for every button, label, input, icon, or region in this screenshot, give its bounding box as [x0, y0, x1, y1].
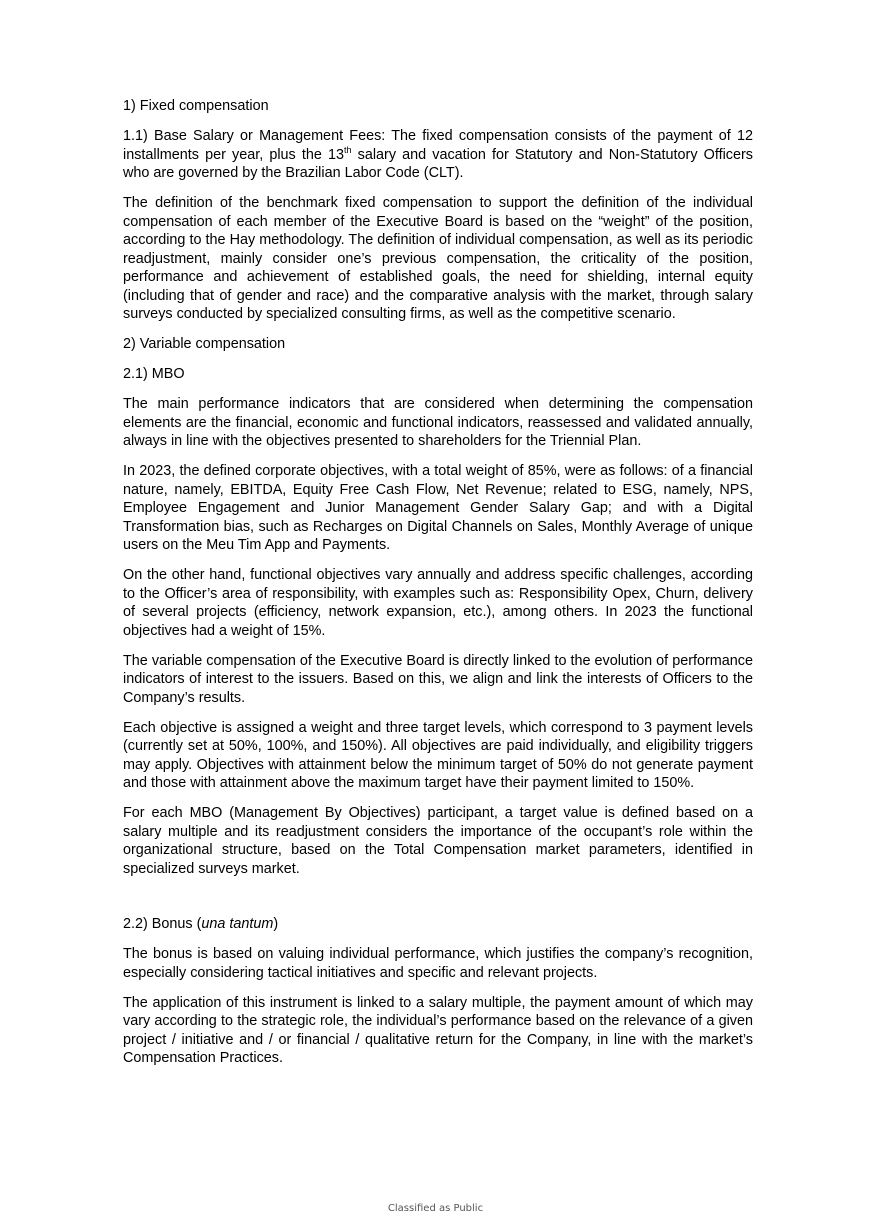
paragraph-base-salary	[123, 127, 753, 183]
ordinal-suffix: th	[344, 144, 352, 155]
paragraph-base-salary-part2: salary and vacation for Statutory and Non-Statutory Officers who are governed by the Brazilian Labor Code (CLT).	[123, 146, 753, 181]
paragraph-benchmark-fixed-compensation: The definition of the benchmark fixed compensation to support the definition of the individual compensation of each member of the Executive Board is based on the “weight” of the position, according to the Hay methodology. The definition of individual compensation, as well as its periodic readjustment, mainly consider one’s previous compensation, the criticality of the position, performance and achievement of established goals, the need for shielding, internal equity (including that of gender and race) and the comparative analysis with the market, through salary surveys conducted by specialized consulting firms, as well as the competitive scenario.	[123, 195, 753, 322]
subsection-heading-bonus	[123, 915, 753, 934]
paragraph-base-salary-part1: 1.1) Base Salary or Management Fees: The fixed compensation consists of the payment of 12 installments per year, plus the 13	[123, 128, 753, 163]
classification-footer: Classified as Public	[387, 1203, 484, 1214]
paragraph-mbo-target-value: For each MBO (Management By Objectives) participant, a target value is defined based on a salary multiple and its readjustment considers the importance of the occupant’s role within the organizational structure, based on the Total Compensation market parameters, identified in specialized surveys market.	[123, 805, 753, 877]
section-heading-variable-compensation: 2) Variable compensation	[123, 336, 286, 352]
paragraph-bonus-application: The application of this instrument is linked to a salary multiple, the payment amount of which may vary according to the strategic role, the individual’s performance based on the relevance of a given project / initiative and / or financial / qualitative return for the Company, in line with the market’s Compensation Practices.	[123, 994, 753, 1066]
paragraph-variable-compensation-link: The variable compensation of the Executive Board is directly linked to the evolution of performance indicators of interest to the issuers. Based on this, we align and link the interests of Officers to the Company’s results.	[123, 652, 753, 706]
paragraph-corporate-objectives: In 2023, the defined corporate objectives, with a total weight of 85%, were as follows: of a financial nature, namely, EBITDA, Equity Free Cash Flow, Net Revenue; related to ESG, namely, NPS, Employee Engagement and Junior Management Gender Salary Gap; and with a Digital Transformation bias, such as Recharges on Digital Channels on Sales, Monthly Average of unique users on the Meu Tim App and Payments.	[123, 463, 753, 553]
paragraph-functional-objectives: On the other hand, functional objectives vary annually and address specific challenges, according to the Officer’s area of responsibility, with examples such as: Responsibility Opex, Churn, delivery of several projects (efficiency, network expansion, etc.), among others. In 2023 the functional objectives had a weight of 15%.	[123, 567, 753, 639]
section-heading-fixed-compensation: 1) Fixed compensation	[123, 98, 269, 114]
paragraph-bonus-basis: The bonus is based on valuing individual performance, which justifies the company’s recognition, especially considering tactical initiatives and specific and relevant projects.	[123, 946, 753, 981]
subsection-heading-mbo: 2.1) MBO	[123, 366, 185, 382]
paragraph-target-levels: Each objective is assigned a weight and three target levels, which correspond to 3 payment levels (currently set at 50%, 100%, and 150%). All objectives are paid individually, and eligibility triggers may apply. Objectives with attainment below the minimum target of 50% do not generate payment and those with attainment above the maximum target have their payment limited to 150%.	[123, 719, 753, 791]
bonus-heading-prefix: 2.2) Bonus (	[123, 916, 202, 932]
paragraph-performance-indicators: The main performance indicators that are considered when determining the compensation elements are the financial, economic and functional indicators, reassessed and validated annually, always in line with the objectives presented to shareholders for the Triennial Plan.	[123, 396, 753, 449]
document-body	[123, 97, 753, 1079]
bonus-heading-italic: una tantum	[201, 916, 274, 932]
bonus-heading-suffix: )	[273, 916, 279, 932]
